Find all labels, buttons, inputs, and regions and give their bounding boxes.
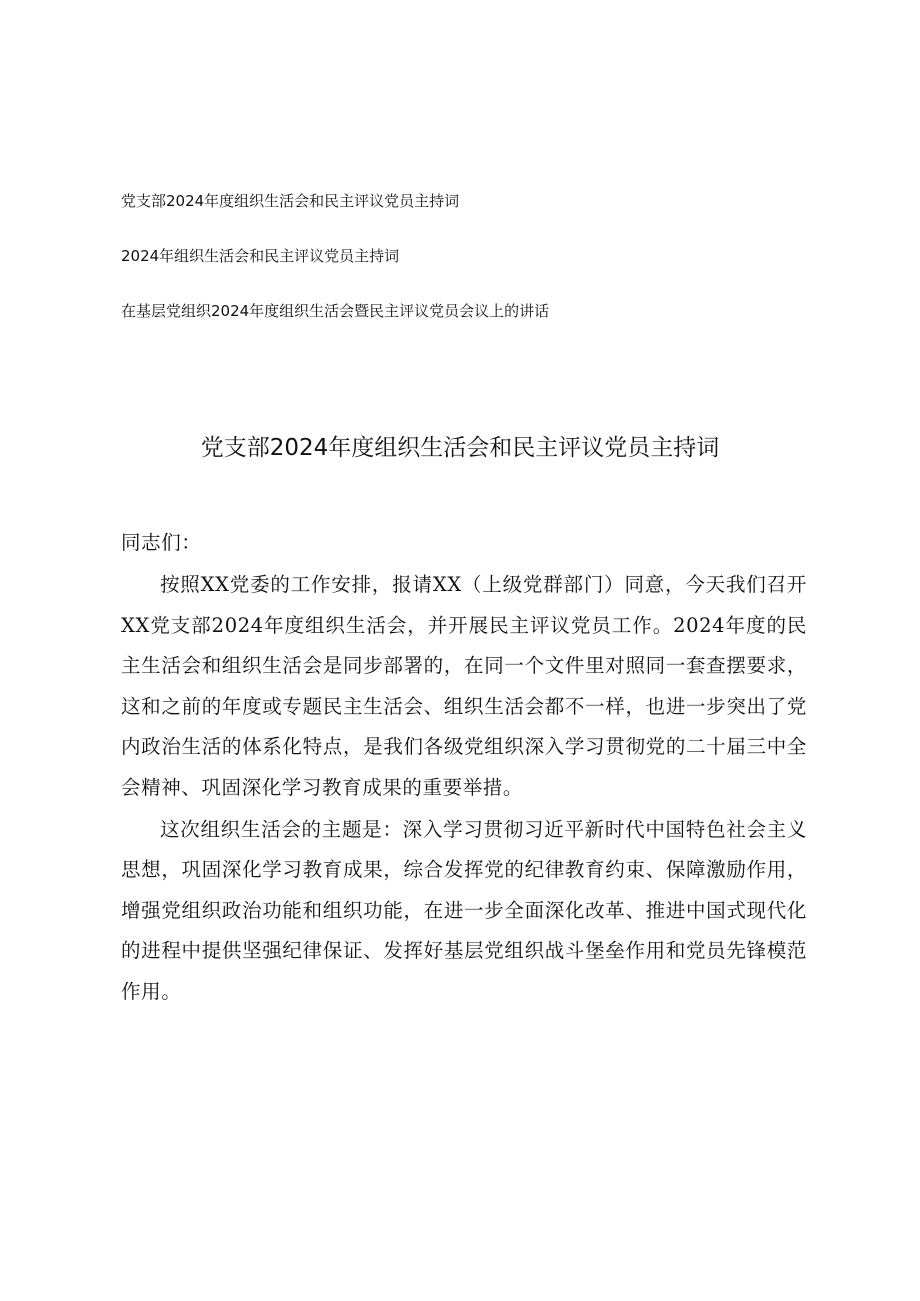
document-body: [121, 523, 807, 1014]
toc-item-2: 2024年组织生活会和民主评议党员主持词: [121, 247, 400, 265]
toc-item-3: 在基层党组织2024年度组织生活会暨民主评议党员会议上的讲话: [121, 302, 550, 320]
paragraph-2: 这次组织生活会的主题是：深入学习贯彻习近平新时代中国特色社会主义思想，巩固深化学习教育成果，综合发挥党的纪律教育约束、保障激励作用，增强党组织政治功能和组织功能，在进一步全面深化改革、推进中国式现代化的进程中提供坚强纪律保证、发挥好基层党组织战斗堡垒作用和党员先锋模范作用。: [121, 817, 807, 1003]
table-of-contents: [121, 187, 821, 352]
document-title: 党支部2024年度组织生活会和民主评议党员主持词: [200, 435, 720, 461]
toc-item-1: 党支部2024年度组织生活会和民主评议党员主持词: [121, 192, 460, 210]
paragraph-1: 按照XX党委的工作安排，报请XX（上级党群部门）同意，今天我们召开XX党支部2024年度组织生活会，并开展民主评议党员工作。2024年度的民主生活会和组织生活会是同步部署的，在同一个文件里对照同一套查摆要求，这和之前的年度或专题民主生活会、组织生活会都不一样，也进一步突出了党内政治生活的体系化特点，是我们各级党组织深入学习贯彻党的二十届三中全会精神、巩固深化学习教育成果的重要举措。: [121, 573, 807, 799]
salutation: 同志们：: [121, 531, 202, 554]
